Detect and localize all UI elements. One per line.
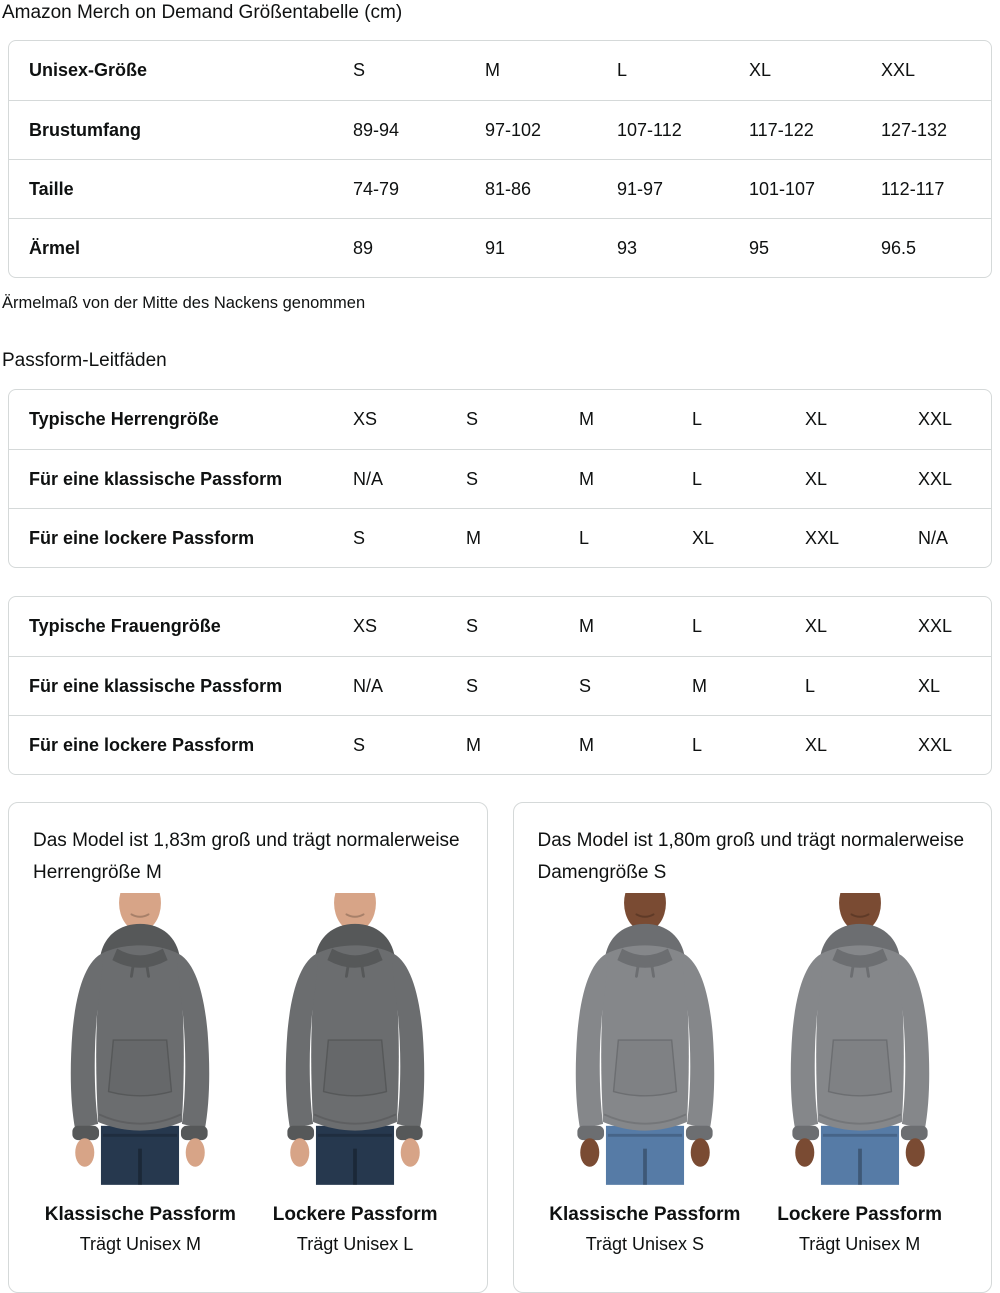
size-cell: XXL [805, 527, 840, 548]
table-row [9, 449, 991, 508]
row-label: Typische Frauengröße [29, 616, 221, 636]
men-model-card [8, 802, 488, 1293]
size-cell: XXL [918, 409, 953, 429]
size-cell: XL [805, 734, 828, 755]
fit-caption: Lockere Passform [272, 1204, 438, 1225]
size-cell: S [353, 527, 366, 548]
table-row [9, 597, 991, 656]
size-cell: 107-112 [617, 119, 682, 140]
size-cell: L [617, 60, 628, 80]
size-cell: XS [353, 616, 378, 636]
size-cell: XL [805, 616, 828, 636]
size-cell: 74-79 [353, 178, 400, 199]
size-cell: M [579, 734, 594, 755]
classic-fit-column [33, 893, 248, 1255]
size-cell: S [579, 675, 592, 696]
wears-caption: Trägt Unisex S [585, 1234, 705, 1254]
table-row [9, 218, 991, 277]
table-row [9, 159, 991, 218]
size-cell: XL [805, 468, 828, 489]
women-fit-table [8, 596, 992, 775]
row-label: Für eine lockere Passform [29, 734, 255, 755]
size-cell: XL [805, 409, 828, 429]
loose-fit-column [248, 893, 463, 1255]
size-cell: L [692, 409, 703, 429]
sleeve-measure-note: Ärmelmaß von der Mitte des Nackens genommen [2, 294, 366, 312]
men-fit-table [8, 389, 992, 568]
table-row [9, 715, 991, 774]
size-cell: 97-102 [485, 119, 542, 140]
table-row [9, 41, 991, 100]
size-cell: M [485, 60, 500, 80]
row-label: Unisex-Größe [29, 60, 148, 80]
size-cell: XS [353, 409, 378, 429]
model-figures [33, 893, 463, 1255]
size-cell: 89 [353, 237, 374, 258]
size-cell: M [466, 527, 481, 548]
size-cell: XXL [881, 60, 916, 80]
wears-caption: Trägt Unisex L [296, 1234, 414, 1254]
size-cell: 91 [485, 237, 506, 258]
size-cell: S [466, 675, 479, 696]
size-cell: S [466, 468, 479, 489]
fit-caption: Lockere Passform [777, 1204, 942, 1225]
size-cell: M [579, 409, 594, 429]
size-cell: S [466, 409, 479, 429]
loose-fit-column [752, 893, 967, 1255]
size-cell: XL [749, 60, 772, 80]
size-cell: L [692, 616, 703, 636]
size-cell: 112-117 [881, 178, 945, 199]
size-cell: 95 [749, 237, 770, 258]
size-cell: XL [692, 527, 715, 548]
size-cell: M [466, 734, 481, 755]
size-cell: 91-97 [617, 178, 664, 199]
fit-caption: Klassische Passform [549, 1204, 741, 1225]
size-cell: L [805, 675, 816, 696]
male-model-loose-fit-photo [255, 893, 455, 1191]
size-cell: M [579, 468, 594, 489]
size-cell: XL [918, 675, 941, 696]
size-cell: 127-132 [881, 119, 948, 140]
size-cell: S [466, 616, 479, 636]
model-cards-row [8, 802, 992, 1293]
female-model-loose-fit-photo [760, 893, 960, 1191]
row-label: Für eine lockere Passform [29, 527, 255, 548]
size-cell: XXL [918, 616, 953, 636]
model-figures [538, 893, 968, 1255]
row-label: Für eine klassische Passform [29, 675, 283, 696]
row-label: Brustumfang [29, 119, 141, 140]
unisex-size-table [8, 40, 992, 278]
male-model-classic-fit-photo [40, 893, 240, 1191]
women-model-card [513, 802, 993, 1293]
size-cell: 93 [617, 237, 638, 258]
size-cell: N/A [918, 527, 949, 548]
female-model-classic-fit-photo [545, 893, 745, 1191]
size-cell: 117-122 [749, 119, 814, 140]
size-cell: L [692, 734, 703, 755]
table-row [9, 390, 991, 449]
size-cell: M [692, 675, 707, 696]
size-cell: N/A [353, 675, 384, 696]
table-row [9, 508, 991, 567]
row-label: Taille [29, 178, 74, 199]
size-cell: L [579, 527, 590, 548]
size-cell: 96.5 [881, 237, 917, 258]
size-cell: XXL [918, 468, 953, 489]
size-chart-page [0, 2, 1000, 1287]
classic-fit-column [538, 893, 753, 1255]
fit-caption: Klassische Passform [44, 1204, 236, 1225]
table-row [9, 100, 991, 159]
page-title: Amazon Merch on Demand Größentabelle (cm) [2, 2, 403, 23]
fit-guides-heading: Passform-Leitfäden [2, 350, 167, 371]
size-cell: M [579, 616, 594, 636]
wears-caption: Trägt Unisex M [798, 1234, 921, 1254]
size-cell: 89-94 [353, 119, 400, 140]
model-description: Das Model ist 1,80m groß und trägt normalerweise Damengröße S [537, 830, 965, 883]
size-cell: N/A [353, 468, 384, 489]
size-cell: XXL [918, 734, 953, 755]
table-row [9, 656, 991, 715]
size-cell: 81-86 [485, 178, 532, 199]
model-description: Das Model ist 1,83m groß und trägt normalerweise Herrengröße M [33, 830, 460, 883]
size-cell: L [692, 468, 703, 489]
wears-caption: Trägt Unisex M [79, 1234, 202, 1254]
row-label: Für eine klassische Passform [29, 468, 283, 489]
size-cell: 101-107 [749, 178, 816, 199]
row-label: Typische Herrengröße [29, 409, 219, 429]
size-cell: S [353, 734, 366, 755]
size-cell: S [353, 60, 366, 80]
row-label: Ärmel [29, 237, 81, 258]
